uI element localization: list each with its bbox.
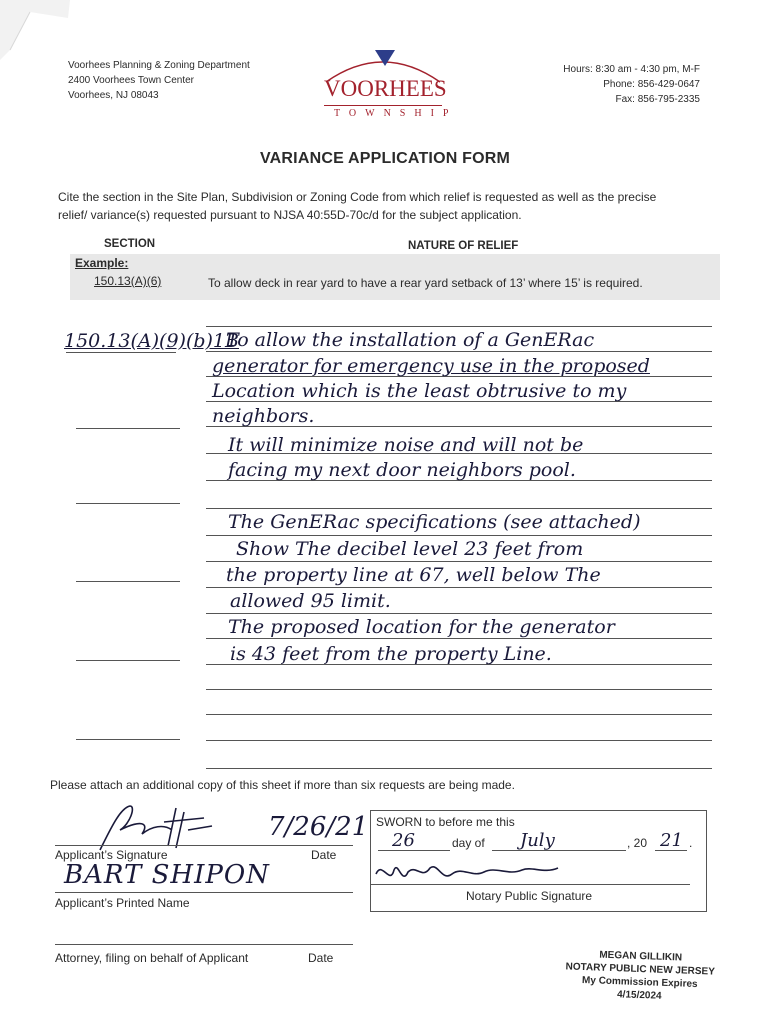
applicant-printed-name: BART SHIPON [64, 860, 270, 890]
handwritten-relief-6: facing my next door neighbors pool. [228, 459, 576, 481]
form-title: VARIANCE APPLICATION FORM [259, 150, 511, 167]
office-contact [560, 62, 700, 107]
relief-line-11 [206, 587, 712, 588]
attorney-line [55, 944, 353, 945]
section-line-1 [66, 352, 176, 353]
notary-month: July [520, 830, 555, 851]
example-section: 150.13(A)(6) [94, 274, 162, 288]
attorney-label: Attorney, filing on behalf of Applicant [55, 951, 249, 965]
relief-line-8 [206, 508, 712, 509]
logo-name: VOORHEES [324, 76, 447, 101]
printed-name-line [55, 892, 353, 893]
notary-stamp [559, 947, 721, 1005]
section-column-header: SECTION [104, 238, 156, 250]
relief-line-16 [206, 714, 712, 715]
applicant-signature-line [55, 845, 353, 846]
section-line-5 [76, 660, 180, 661]
attorney-date-label: Date [308, 951, 334, 965]
handwritten-relief-10: allowed 95 limit. [230, 590, 391, 612]
handwritten-relief-8: Show The decibel level 23 feet from [236, 538, 584, 560]
notary-signature-label: Notary Public Signature [466, 889, 593, 903]
year-prefix: , 20 [627, 836, 648, 850]
instructions-line-1: Cite the section in the Site Plan, Subdivision or Zoning Code from which relief is requested as well as the precise [58, 190, 657, 204]
relief-line-18 [206, 768, 712, 769]
applicant-date-label: Date [311, 848, 337, 862]
dept-line-1: Voorhees Planning & Zoning Department [68, 60, 250, 71]
notary-month-line [492, 850, 626, 851]
printed-name-label: Applicant’s Printed Name [55, 896, 190, 910]
stamp-title: NOTARY PUBLIC NEW JERSEY [565, 961, 716, 978]
notary-year: 21 [660, 830, 683, 851]
dept-line-2: 2400 Voorhees Town Center [68, 75, 195, 86]
form-instructions [58, 188, 738, 224]
logo-subtitle: TOWNSHIP [334, 108, 458, 119]
example-label: Example: [75, 256, 129, 270]
handwritten-relief-4: neighbors. [212, 405, 315, 427]
stamp-expiry: My Commission Expires 4/15/2024 [581, 974, 698, 1002]
handwritten-section: 150.13(A)(9)(b)1B [64, 330, 239, 352]
stamp-name: MEGAN GILLIKIN [599, 949, 683, 964]
relief-line-1 [206, 326, 712, 327]
period: . [689, 836, 693, 850]
handwritten-relief-9: the property line at 67, well below The [226, 564, 601, 586]
relief-line-13 [206, 638, 712, 639]
township-logo [318, 48, 458, 128]
department-address [68, 58, 308, 103]
handwritten-relief-2: generator for emergency use in the proposed [212, 355, 650, 377]
notary-day: 26 [392, 830, 415, 851]
applicant-signature-label: Applicant’s Signature [55, 848, 168, 862]
example-relief: To allow deck in rear yard to have a rear yard setback of 13’ where 15’ is required. [208, 276, 643, 290]
office-fax: Fax: 856-795-2335 [615, 94, 700, 105]
scan-corner-mark [0, 0, 70, 60]
notary-day-line [378, 850, 450, 851]
relief-line-12 [206, 613, 712, 614]
handwritten-relief-5: It will minimize noise and will not be [228, 434, 584, 456]
relief-line-15 [206, 689, 712, 690]
section-line-2 [76, 428, 180, 429]
handwritten-relief-7: The GenERac specifications (see attached) [228, 511, 641, 533]
relief-line-10 [206, 561, 712, 562]
handwritten-relief-1: To allow the installation of a GenERac [226, 329, 595, 351]
section-line-6 [76, 739, 180, 740]
attach-note: Please attach an additional copy of this sheet if more than six requests are being made. [50, 778, 515, 792]
notary-year-line [655, 850, 687, 851]
sworn-label: SWORN to before me this [376, 815, 515, 829]
section-line-4 [76, 581, 180, 582]
instructions-line-2: relief/ variance(s) requested pursuant to NJSA 40:55D-70c/d for the subject application. [58, 208, 522, 222]
office-phone: Phone: 856-429-0647 [603, 79, 700, 90]
notary-signature-line [370, 884, 690, 885]
relief-line-17 [206, 740, 712, 741]
handwritten-relief-3: Location which is the least obtrusive to my [212, 380, 627, 402]
dept-line-3: Voorhees, NJ 08043 [68, 90, 159, 101]
signed-date: 7/26/21 [268, 812, 369, 842]
relief-line-9 [206, 535, 712, 536]
day-of-label: day of [452, 836, 485, 850]
handwritten-relief-12: is 43 feet from the property Line. [230, 643, 552, 665]
nature-column-header: NATURE OF RELIEF [408, 240, 519, 252]
handwritten-relief-11: The proposed location for the generator [228, 616, 615, 638]
office-hours: Hours: 8:30 am - 4:30 pm, M-F [563, 64, 700, 75]
section-line-3 [76, 503, 180, 504]
relief-line-2 [206, 351, 712, 352]
